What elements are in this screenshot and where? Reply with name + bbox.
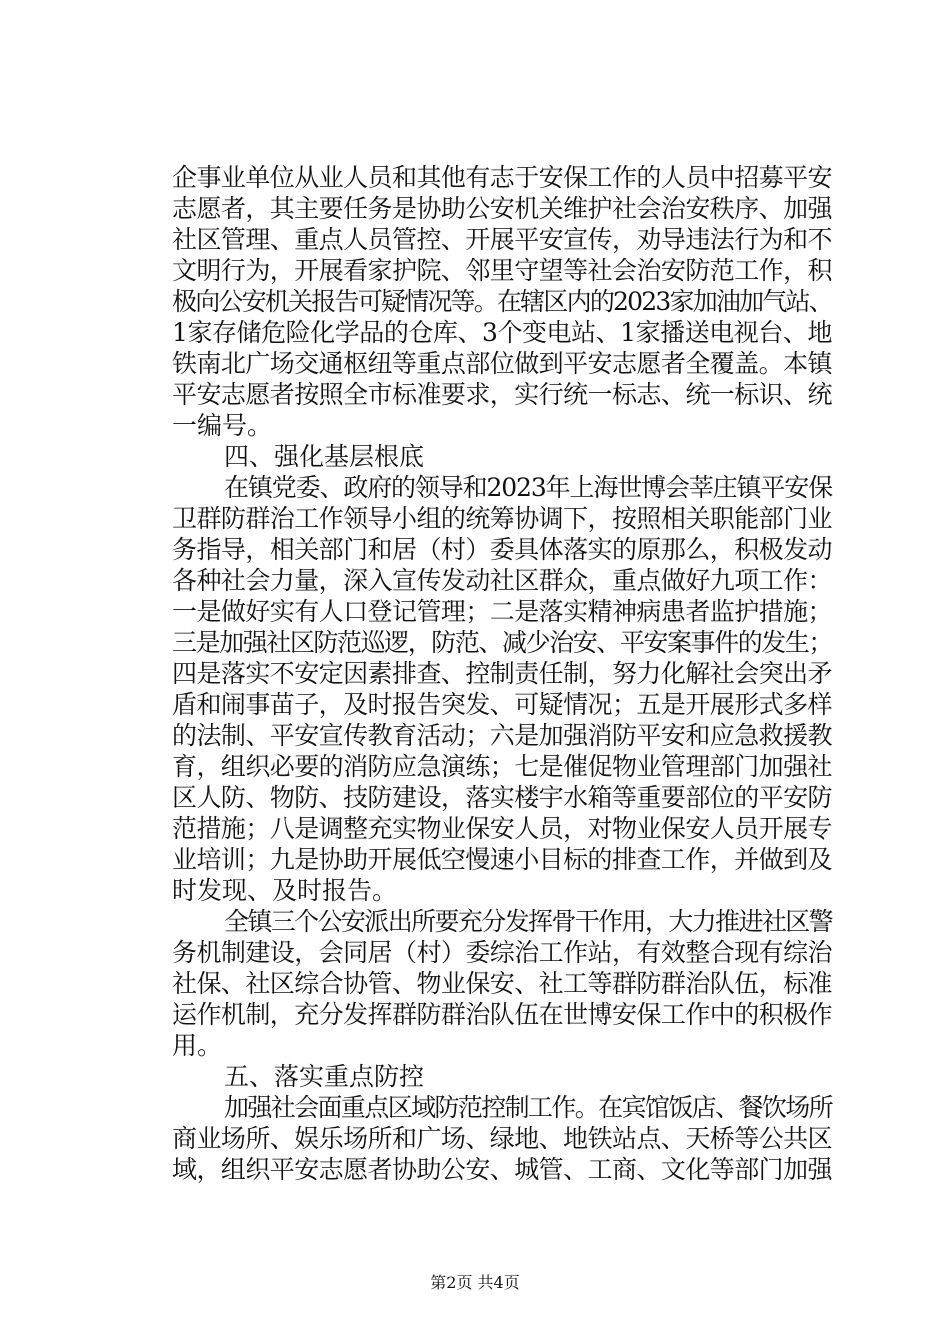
text-line: [172, 1061, 832, 1092]
text-line: [172, 937, 832, 968]
text-line: [172, 844, 832, 875]
text-line-content: 极向公安机关报告可疑情况等。在辖区内的2023家加油加气站、: [172, 287, 832, 316]
text-line: [172, 410, 832, 441]
text-line-content: 铁南北广场交通枢纽等重点部位做到平安志愿者全覆盖。本镇: [172, 349, 832, 378]
text-line: [172, 906, 832, 937]
text-line-content: 社区管理、重点人员管控、开展平安宣传，劝导违法行为和不: [172, 225, 832, 254]
text-line: [172, 689, 832, 720]
text-line-content: 一编号。: [172, 411, 273, 440]
text-line-content: 域，组织平安志愿者协助公安、城管、工商、文化等部门加强: [172, 1155, 832, 1184]
text-line-content: 文明行为，开展看家护院、邻里守望等社会治安防范工作，积: [172, 256, 832, 285]
text-line-content: 务指导，相关部门和居（村）委具体落实的原那么，积极发动: [172, 535, 832, 564]
text-line-content: 志愿者，其主要任务是协助公安机关维护社会治安秩序、加强: [172, 194, 832, 223]
text-line: [172, 534, 832, 565]
text-line-content: 五、落实重点防控: [224, 1062, 425, 1091]
text-line-content: 四、强化基层根底: [224, 442, 425, 471]
text-line-content: 盾和闹事苗子，及时报告突发、可疑情况；五是开展形式多样: [172, 690, 832, 719]
text-line: [172, 627, 832, 658]
text-line: [172, 875, 832, 906]
text-line: [172, 751, 832, 782]
text-line-content: 1家存储危险化学品的仓库、3个变电站、1家播送电视台、地: [172, 318, 832, 347]
text-line-content: 企事业单位从业人员和其他有志于安保工作的人员中招募平安: [172, 163, 832, 192]
text-line: [172, 379, 832, 410]
text-line: [172, 255, 832, 286]
text-line-content: 务机制建设，会同居（村）委综治工作站，有效整合现有综治: [172, 938, 832, 967]
text-line-content: 育，组织必要的消防应急演练；七是催促物业管理部门加强社: [172, 752, 832, 781]
text-line-content: 商业场所、娱乐场所和广场、绿地、地铁站点、天桥等公共区: [172, 1124, 832, 1153]
text-line: [172, 999, 832, 1030]
text-line: [172, 441, 832, 472]
text-line-content: 范措施；八是调整充实物业保安人员，对物业保安人员开展专: [172, 814, 832, 843]
text-line-content: 用。: [172, 1031, 223, 1060]
text-line-content: 时发现、及时报告。: [172, 876, 398, 905]
text-line: [172, 658, 832, 689]
text-line: [172, 472, 832, 503]
text-line-content: 全镇三个公安派出所要充分发挥骨干作用，大力推进社区警: [224, 907, 832, 936]
text-line-content: 社保、社区综合协管、物业保安、社工等群防群治队伍，标准: [172, 969, 832, 998]
text-line: [172, 782, 832, 813]
text-line: [172, 720, 832, 751]
text-line: [172, 565, 832, 596]
text-line-content: 各种社会力量，深入宣传发动社区群众，重点做好九项工作：: [172, 566, 832, 595]
text-line: [172, 968, 832, 999]
text-line-content: 在镇党委、政府的领导和2023年上海世博会莘庄镇平安保: [224, 473, 832, 502]
text-line-content: 区人防、物防、技防建设，落实楼宇水箱等重要部位的平安防: [172, 783, 832, 812]
text-line-content: 运作机制，充分发挥群防群治队伍在世博安保工作中的积极作: [172, 1000, 832, 1029]
text-line-content: 三是加强社区防范巡逻，防范、减少治安、平安案事件的发生；: [172, 628, 832, 657]
text-line: [172, 1030, 832, 1061]
text-line-content: 的法制、平安宣传教育活动；六是加强消防平安和应急救援教: [172, 721, 832, 750]
text-line: [172, 224, 832, 255]
text-line: [172, 348, 832, 379]
text-line: [172, 813, 832, 844]
text-line: [172, 193, 832, 224]
text-line-content: 平安志愿者按照全市标准要求，实行统一标志、统一标识、统: [172, 380, 832, 409]
text-line: [172, 596, 832, 627]
page-footer: 第2页 共4页: [430, 1273, 520, 1292]
text-line-content: 一是做好实有人口登记管理；二是落实精神病患者监护措施；: [172, 597, 832, 626]
text-line-content: 卫群防群治工作领导小组的统筹协调下，按照相关职能部门业: [172, 504, 832, 533]
text-line-content: 四是落实不安定因素排查、控制责任制，努力化解社会突出矛: [172, 659, 832, 688]
text-line: [172, 503, 832, 534]
text-line: [172, 317, 832, 348]
text-line: [172, 1123, 832, 1154]
text-line: [172, 162, 832, 193]
text-line: [172, 286, 832, 317]
text-line: [172, 1154, 832, 1185]
text-line-content: 业培训；九是协助开展低空慢速小目标的排查工作，并做到及: [172, 845, 832, 874]
text-line: [172, 1092, 832, 1123]
text-line-content: 加强社会面重点区域防范控制工作。在宾馆饭店、餐饮场所: [224, 1093, 832, 1122]
document-body: [172, 162, 832, 1185]
